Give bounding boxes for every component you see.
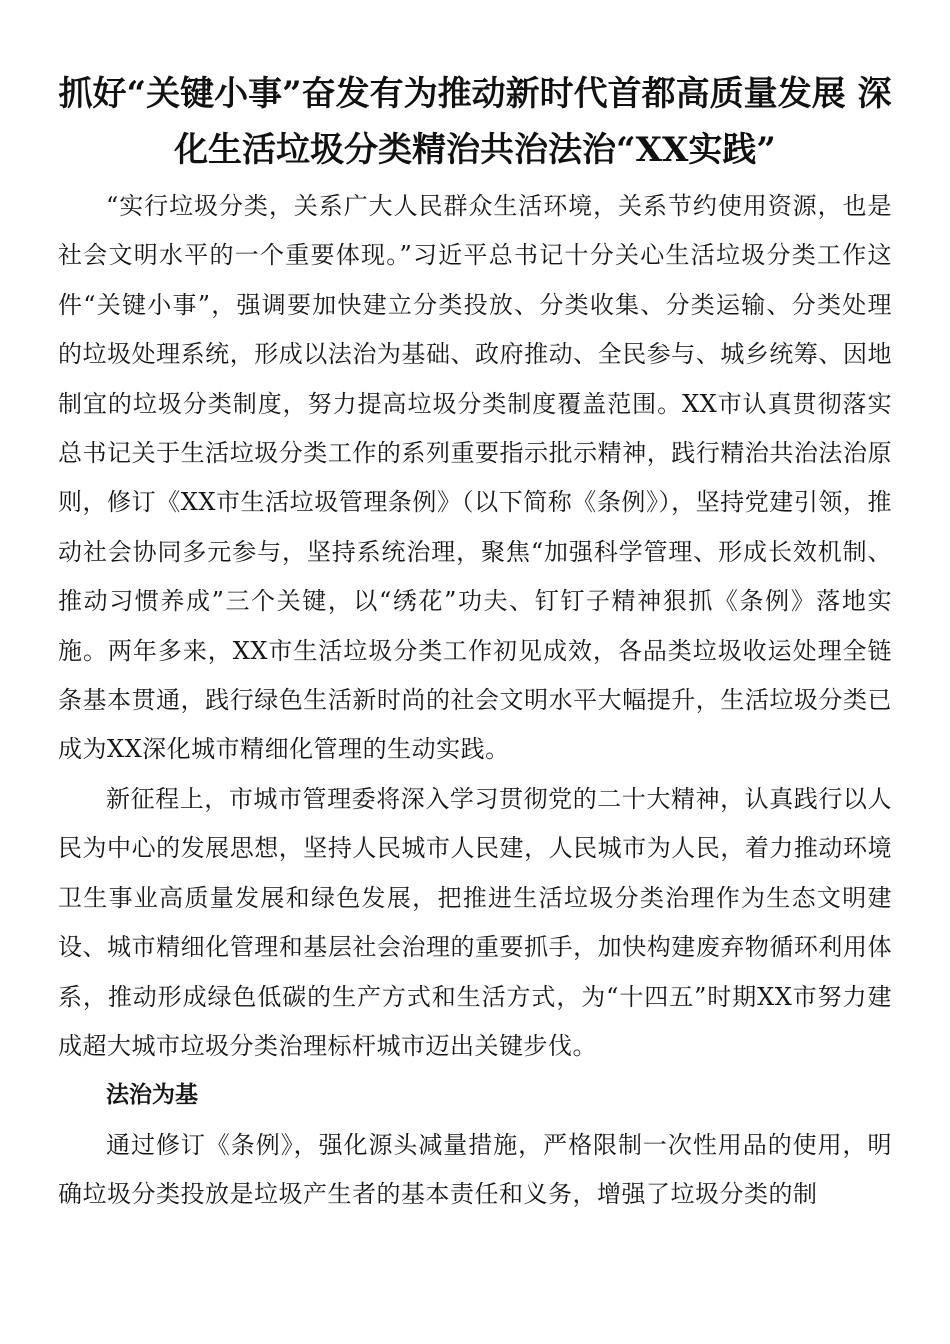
section-paragraph: 通过修订《条例》，强化源头减量措施，严格限制一次性用品的使用，明确垃圾分类投放是垃圾产生者的基本责任和义务，增强了垃圾分类的制 [58, 1130, 892, 1209]
section-heading: 法治为基 [106, 1082, 198, 1109]
document-page [58, 0, 892, 1220]
document-title: 抓好“关键小事”奋发有为推动新时代首都高质量发展 深化生活垃圾分类精治共治法治“XX实践” [58, 74, 892, 170]
body-paragraph-1: “实行垃圾分类，关系广大人民群众生活环境，关系节约使用资源，也是社会文明水平的一个重要体现。”习近平总书记十分关心生活垃圾分类工作这件“关键小事”，强调要加快建立分类投放、分类收集、分类运输、分类处理的垃圾处理系统，形成以法治为基础、政府推动、全民参与、城乡统筹、因地制宜的垃圾分类制度，努力提高垃圾分类制度覆盖范围。XX市认真贯彻落实总书记关于生活垃圾分类工作的系列重要指示批示精神，践行精治共治法治原则，修订《XX市生活垃圾管理条例》（以下简称《条例》），坚持党建引领，推动社会协同多元参与，坚持系统治理，聚焦“加强科学管理、形成长效机制、推动习惯养成”三个关键，以“绣花”功夫、钉钉子精神狠抓《条例》落地实施。两年多来，XX市生活垃圾分类工作初见成效，各品类垃圾收运处理全链条基本贯通，践行绿色生活新时尚的社会文明水平大幅提升，生活垃圾分类已成为XX深化城市精细化管理的生动实践。 [58, 192, 892, 764]
body-paragraph-2: 新征程上，市城市管理委将深入学习贯彻党的二十大精神，认真践行以人民为中心的发展思想，坚持人民城市人民建，人民城市为人民，着力推动环境卫生事业高质量发展和绿色发展，把推进生活垃圾分类治理作为生态文明建设、城市精细化管理和基层社会治理的重要抓手，加快构建废弃物循环利用体系，推动形成绿色低碳的生产方式和生活方式，为“十四五”时期XX市努力建成超大城市垃圾分类治理标杆城市迈出关键步伐。 [58, 784, 892, 1060]
